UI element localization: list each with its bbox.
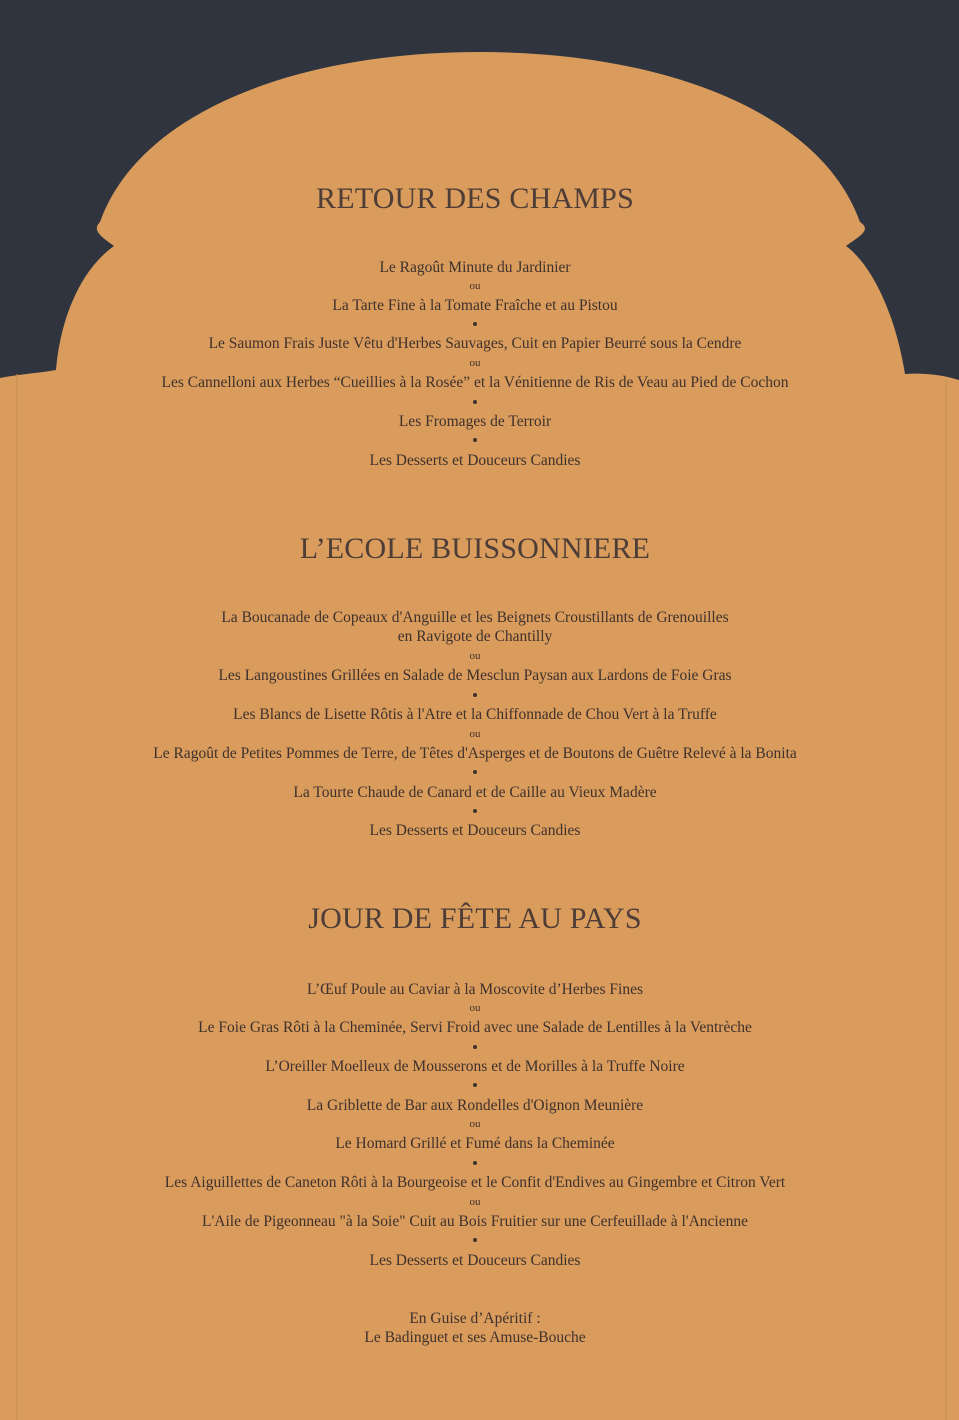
dish-item: L’Oreiller Moelleux de Mousserons et de Morilles à la Truffe Noire bbox=[265, 1058, 685, 1075]
dish-item: La Tarte Fine à la Tomate Fraîche et au Pistou bbox=[332, 297, 618, 314]
bullet-separator bbox=[10, 766, 940, 778]
separator-ou: ou bbox=[469, 1002, 481, 1014]
separator-ou: ou bbox=[469, 280, 481, 292]
section-title-jour-de-fete: JOUR DE FÊTE AU PAYS bbox=[308, 902, 642, 935]
bullet-icon bbox=[473, 770, 477, 774]
bullet-separator bbox=[10, 805, 940, 817]
bullet-separator bbox=[10, 1157, 940, 1169]
bullet-icon bbox=[473, 400, 477, 404]
bullet-separator bbox=[10, 396, 940, 408]
dish-item-continuation: en Ravigote de Chantilly bbox=[397, 628, 553, 645]
dish-item: Les Blancs de Lisette Rôtis à l'Atre et la Chiffonnade de Chou Vert à la Truffe bbox=[233, 706, 717, 723]
bullet-separator bbox=[10, 1079, 940, 1091]
dish-item: Le Homard Grillé et Fumé dans la Cheminée bbox=[335, 1135, 615, 1152]
dish-item: Le Foie Gras Rôti à la Cheminée, Servi Froid avec une Salade de Lentilles à la Ventrèche bbox=[198, 1019, 752, 1036]
separator-ou: ou bbox=[469, 357, 481, 369]
bullet-icon bbox=[473, 1238, 477, 1242]
bullet-icon bbox=[473, 1161, 477, 1165]
bullet-separator bbox=[10, 1041, 940, 1053]
dish-item: La Griblette de Bar aux Rondelles d'Oignon Meunière bbox=[306, 1097, 644, 1114]
bullet-icon bbox=[473, 322, 477, 326]
dish-item: Le Ragoût de Petites Pommes de Terre, de Têtes d'Asperges et de Boutons de Guêtre Relevé à la Bonita bbox=[153, 745, 797, 762]
dish-item: Le Ragoût Minute du Jardinier bbox=[379, 259, 571, 276]
bullet-icon bbox=[473, 1083, 477, 1087]
dish-item: Les Desserts et Douceurs Candies bbox=[369, 1252, 581, 1269]
bullet-separator bbox=[10, 434, 940, 446]
separator-ou: ou bbox=[469, 650, 481, 662]
menu-page bbox=[10, 0, 940, 1420]
dish-item: Les Desserts et Douceurs Candies bbox=[369, 452, 581, 469]
bullet-separator bbox=[10, 689, 940, 701]
dish-item: Les Cannelloni aux Herbes “Cueillies à la Rosée” et la Vénitienne de Ris de Veau au Pied de Cochon bbox=[161, 374, 789, 391]
dish-item: L’Œuf Poule au Caviar à la Moscovite d’Herbes Fines bbox=[306, 981, 644, 998]
aperitif-item: Le Badinguet et ses Amuse-Bouche bbox=[364, 1329, 586, 1346]
dish-item: Les Fromages de Terroir bbox=[398, 413, 552, 430]
bullet-icon bbox=[473, 693, 477, 697]
dish-item: La Tourte Chaude de Canard et de Caille au Vieux Madère bbox=[293, 784, 657, 801]
section-title-retour-des-champs: RETOUR DES CHAMPS bbox=[316, 182, 634, 215]
dish-item: La Boucanade de Copeaux d'Anguille et les Beignets Croustillants de Grenouilles bbox=[221, 609, 729, 626]
aperitif-heading: En Guise d’Apéritif : bbox=[409, 1310, 541, 1327]
bullet-separator bbox=[10, 1234, 940, 1246]
bullet-separator bbox=[10, 318, 940, 330]
separator-ou: ou bbox=[469, 1118, 481, 1130]
dish-item: Le Saumon Frais Juste Vêtu d'Herbes Sauvages, Cuit en Papier Beurré sous la Cendre bbox=[208, 335, 742, 352]
dish-item: Les Desserts et Douceurs Candies bbox=[369, 822, 581, 839]
dish-item: Les Langoustines Grillées en Salade de Mesclun Paysan aux Lardons de Foie Gras bbox=[218, 667, 732, 684]
separator-ou: ou bbox=[469, 1196, 481, 1208]
dish-item: Les Aiguillettes de Caneton Rôti à la Bourgeoise et le Confit d'Endives au Gingembre et Citron Vert bbox=[164, 1174, 786, 1191]
section-title-ecole-buissonniere: L’ECOLE BUISSONNIERE bbox=[299, 532, 651, 565]
bullet-icon bbox=[473, 1045, 477, 1049]
bullet-icon bbox=[473, 438, 477, 442]
bullet-icon bbox=[473, 809, 477, 813]
dish-item: L'Aile de Pigeonneau "à la Soie" Cuit au Bois Fruitier sur une Cerfeuillade à l'Ancienne bbox=[202, 1213, 748, 1230]
separator-ou: ou bbox=[469, 728, 481, 740]
